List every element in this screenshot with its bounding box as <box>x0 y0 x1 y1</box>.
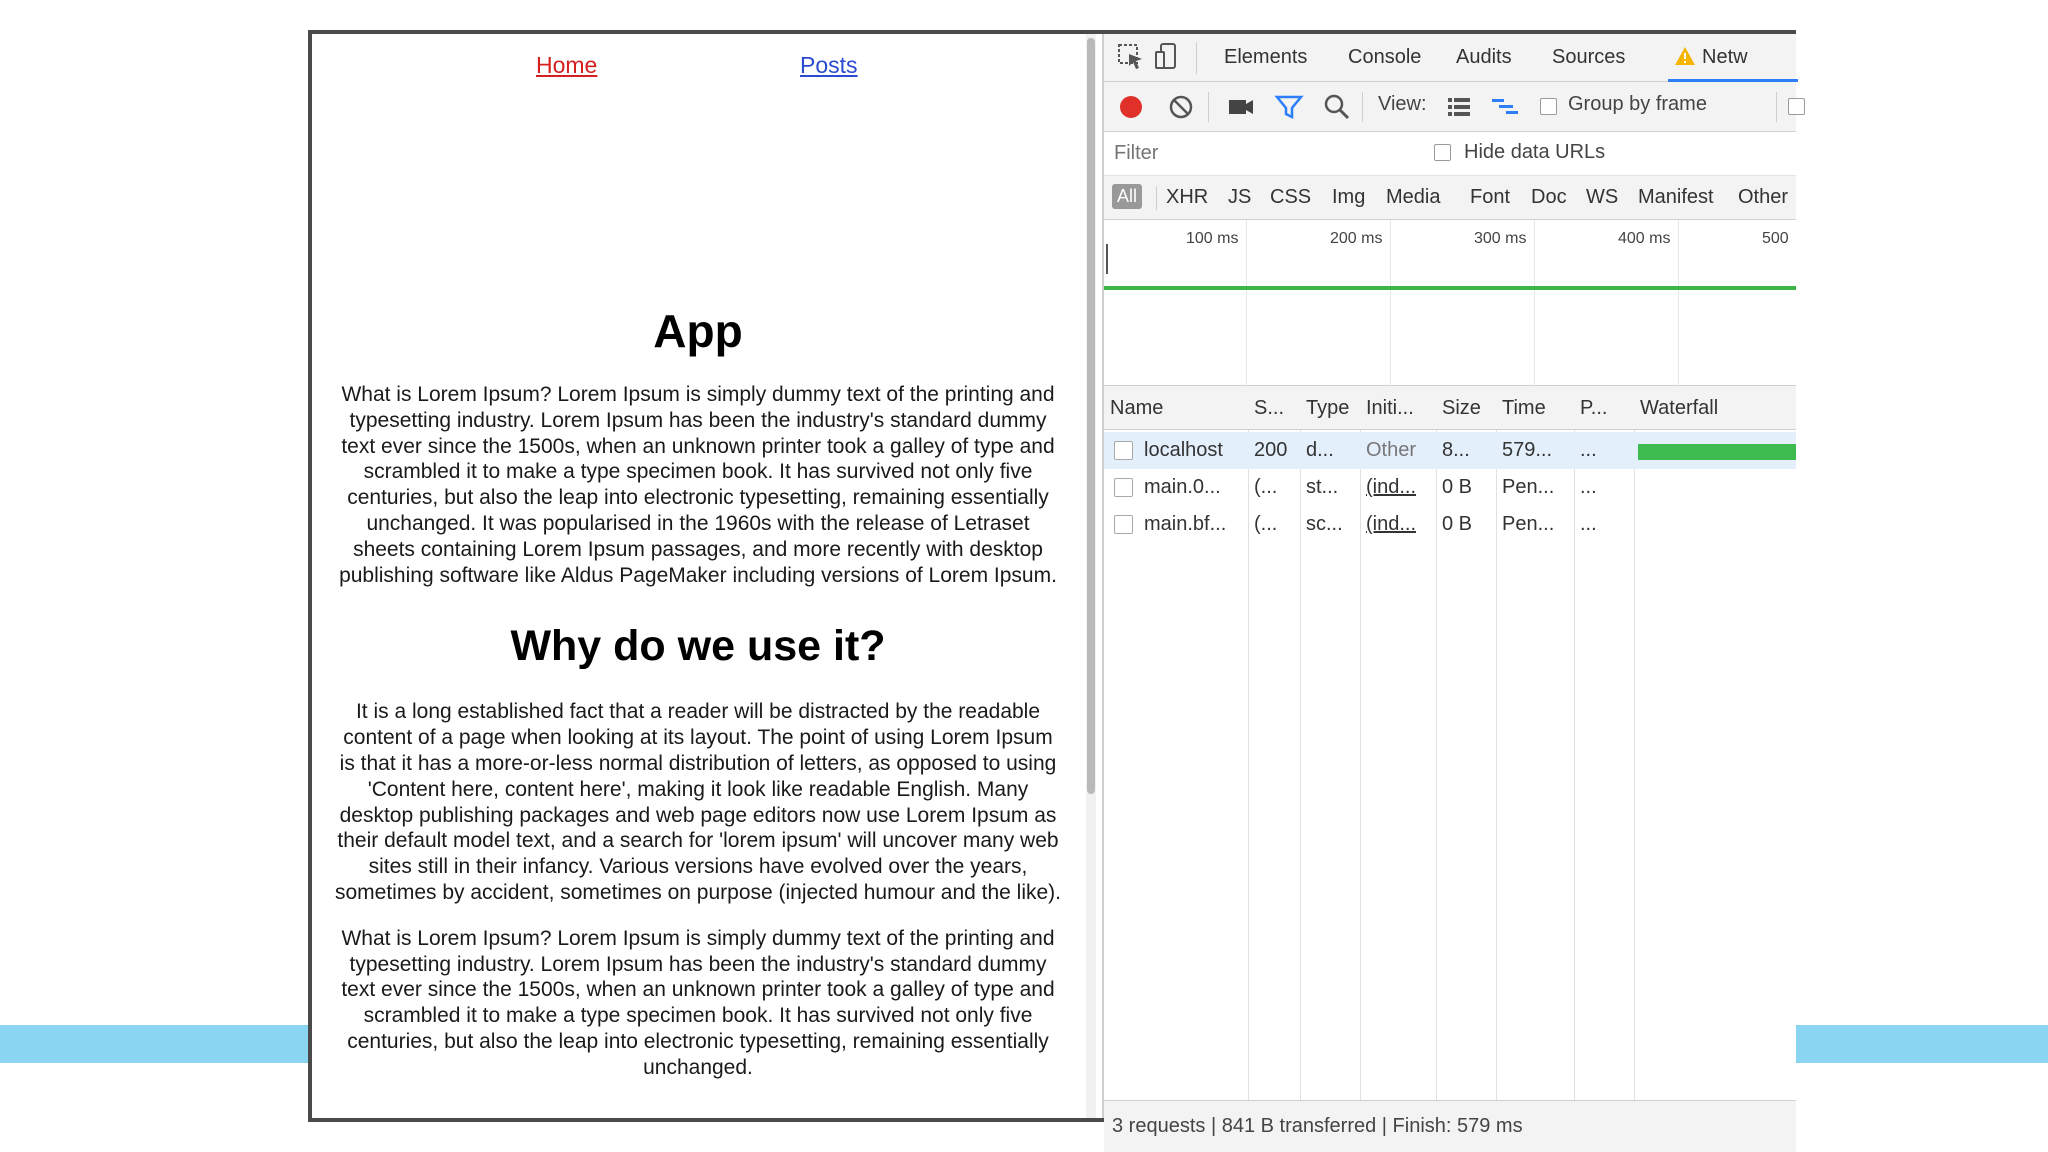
background-band-left <box>0 1025 310 1063</box>
types-separator <box>1156 186 1157 210</box>
timeline-gridline <box>1246 220 1247 386</box>
tab-network[interactable] <box>1668 34 1798 82</box>
section-heading: Why do we use it? <box>510 622 886 671</box>
paragraph-3: What is Lorem Ipsum? Lorem Ipsum is simply dummy text of the printing and typesetting industry. Lorem Ipsum has been the industry's standard dummy text ever since the 1500s, when an unknown printer took a galley of type and scrambled it to make a type specimen book. It has survived not only five centuries, but also the leap into electronic typesetting, remaining essentially unchanged. <box>341 926 1055 1079</box>
row-priority: ... <box>1580 513 1597 535</box>
row-name: main.0... <box>1144 476 1221 498</box>
row-size: 8... <box>1442 439 1470 461</box>
row-size: 0 B <box>1442 476 1473 498</box>
type-filter-xhr[interactable]: XHR <box>1166 186 1209 208</box>
group-by-frame-checkbox[interactable] <box>1540 98 1557 115</box>
timeline-label-500: 500 <box>1762 230 1789 247</box>
network-status-bar <box>1104 1100 1796 1152</box>
row-type: st... <box>1306 476 1339 498</box>
timeline-label-400: 400 ms <box>1618 230 1671 247</box>
nav-link-home[interactable]: Home <box>536 52 598 78</box>
timeline-gridline <box>1678 220 1679 386</box>
capture-screenshots-icon[interactable] <box>1226 92 1256 122</box>
row-status: 200 <box>1254 439 1288 461</box>
large-rows-icon[interactable] <box>1444 92 1474 122</box>
resource-type-filter-bar <box>1104 176 1796 220</box>
controls-separator <box>1208 92 1209 122</box>
row-size: 0 B <box>1442 513 1473 535</box>
clear-icon[interactable] <box>1166 92 1196 122</box>
requests-table <box>1104 386 1796 1100</box>
preserve-log-checkbox[interactable] <box>1788 98 1805 115</box>
column-header-priority[interactable]: P... <box>1580 397 1608 419</box>
tab-network-label: Netw <box>1702 46 1748 68</box>
column-header-waterfall[interactable]: Waterfall <box>1640 397 1719 419</box>
nav-link-posts[interactable]: Posts <box>800 52 858 78</box>
search-icon[interactable] <box>1322 92 1352 122</box>
type-filter-css[interactable]: CSS <box>1270 186 1312 208</box>
browser-window <box>308 30 1796 1137</box>
column-header-size[interactable]: Size <box>1442 397 1481 419</box>
resource-document-icon <box>1114 441 1133 460</box>
waterfall-bar <box>1638 444 1796 460</box>
row-priority: ... <box>1580 439 1597 461</box>
row-name: localhost <box>1144 439 1223 461</box>
timeline-gridline <box>1534 220 1535 386</box>
overview-waterfall-icon[interactable] <box>1490 92 1520 122</box>
type-filter-js[interactable]: JS <box>1228 186 1252 208</box>
paragraph-1: What is Lorem Ipsum? Lorem Ipsum is simply dummy text of the printing and typesetting industry. Lorem Ipsum has been the industry's standard dummy text ever since the 1500s, when an unknown printer took a galley of type and scrambled it to make a type specimen book. It has survived not only five centuries, but also the leap into electronic typesetting, remaining essentially unchanged. It was popularised in the 1960s with the release of Letraset sheets containing Lorem Ipsum passages, and more recently with desktop publishing software like Aldus PageMaker including versions of Lorem Ipsum. <box>339 383 1057 587</box>
table-row[interactable] <box>1104 469 1796 506</box>
row-name: main.bf... <box>1144 513 1227 535</box>
page-content <box>334 304 1062 1101</box>
row-time: 579... <box>1502 439 1553 461</box>
device-toolbar-icon[interactable] <box>1152 42 1182 72</box>
type-filter-media[interactable]: Media <box>1386 186 1441 208</box>
resource-file-icon <box>1114 515 1133 534</box>
filter-icon[interactable] <box>1274 92 1304 122</box>
timeline-overview[interactable] <box>1104 220 1796 386</box>
tab-console[interactable]: Console <box>1348 46 1422 68</box>
column-header-type[interactable]: Type <box>1306 397 1350 419</box>
filter-bar <box>1104 132 1796 176</box>
record-icon[interactable] <box>1116 92 1146 122</box>
row-status: (... <box>1254 476 1278 498</box>
resource-file-icon <box>1114 478 1133 497</box>
row-initiator[interactable]: (ind... <box>1366 476 1417 498</box>
controls-separator <box>1776 92 1777 122</box>
page-scrollbar[interactable] <box>1086 34 1096 1118</box>
inspect-element-icon[interactable] <box>1116 42 1146 72</box>
row-initiator: Other <box>1366 439 1417 461</box>
column-header-time[interactable]: Time <box>1502 397 1546 419</box>
filter-input[interactable] <box>1110 136 1400 170</box>
page-title: App <box>653 305 743 357</box>
warning-icon <box>1674 46 1696 66</box>
table-row[interactable] <box>1104 506 1796 543</box>
row-type: sc... <box>1306 513 1343 535</box>
type-filter-ws[interactable]: WS <box>1586 186 1619 208</box>
row-initiator[interactable]: (ind... <box>1366 513 1417 535</box>
column-header-name[interactable]: Name <box>1110 397 1164 419</box>
view-label: View: <box>1378 93 1427 115</box>
type-filter-other[interactable]: Other <box>1738 186 1789 208</box>
tab-separator <box>1196 42 1197 74</box>
timeline-activity-line <box>1104 286 1796 290</box>
hide-data-urls-label: Hide data URLs <box>1464 141 1606 163</box>
devtools-tab-bar <box>1104 34 1796 82</box>
type-filter-img[interactable]: Img <box>1332 186 1366 208</box>
table-row[interactable] <box>1104 432 1796 469</box>
network-controls-bar <box>1104 82 1796 132</box>
type-filter-manifest[interactable]: Manifest <box>1638 186 1714 208</box>
type-filter-font[interactable]: Font <box>1470 186 1511 208</box>
table-header <box>1104 386 1796 430</box>
column-header-status[interactable]: S... <box>1254 397 1285 419</box>
group-by-frame-label: Group by frame <box>1568 93 1707 115</box>
timeline-label-200: 200 ms <box>1330 230 1383 247</box>
tab-elements[interactable]: Elements <box>1224 46 1308 68</box>
tab-audits[interactable]: Audits <box>1456 46 1512 68</box>
page-nav <box>312 52 1084 92</box>
timeline-gridline <box>1390 220 1391 386</box>
tab-sources[interactable]: Sources <box>1552 46 1626 68</box>
row-time: Pen... <box>1502 476 1555 498</box>
hide-data-urls-checkbox[interactable] <box>1434 144 1451 161</box>
background-band-right <box>1793 1025 2048 1063</box>
row-type: d... <box>1306 439 1334 461</box>
paragraph-2: It is a long established fact that a reader will be distracted by the readable content of a page when looking at its layout. The point of using Lorem Ipsum is that it has a more-or-less normal distribution of letters, as opposed to using 'Content here, content here', making it look like readable English. Many desktop publishing packages and web page editors now use Lorem Ipsum as their default model text, and a search for 'lorem ipsum' will uncover many web sites still in their infancy. Various versions have evolved over the years, sometimes by accident, sometimes on purpose (injected humour and the like). <box>334 700 1062 904</box>
row-time: Pen... <box>1502 513 1555 535</box>
timeline-label-300: 300 ms <box>1474 230 1527 247</box>
network-summary: 3 requests | 841 B transferred | Finish: 579 ms <box>1112 1115 1523 1137</box>
page-viewport[interactable] <box>312 34 1084 1118</box>
row-priority: ... <box>1580 476 1597 498</box>
type-filter-doc[interactable]: Doc <box>1531 186 1567 208</box>
page-scrollbar-thumb[interactable] <box>1087 38 1095 794</box>
column-header-initiator[interactable]: Initi... <box>1366 397 1414 419</box>
row-status: (... <box>1254 513 1278 535</box>
timeline-label-100: 100 ms <box>1186 230 1239 247</box>
controls-separator <box>1362 92 1363 122</box>
timeline-start-marker <box>1106 244 1108 274</box>
devtools-panel <box>1104 34 1796 1137</box>
type-filter-all[interactable]: All <box>1112 184 1142 209</box>
